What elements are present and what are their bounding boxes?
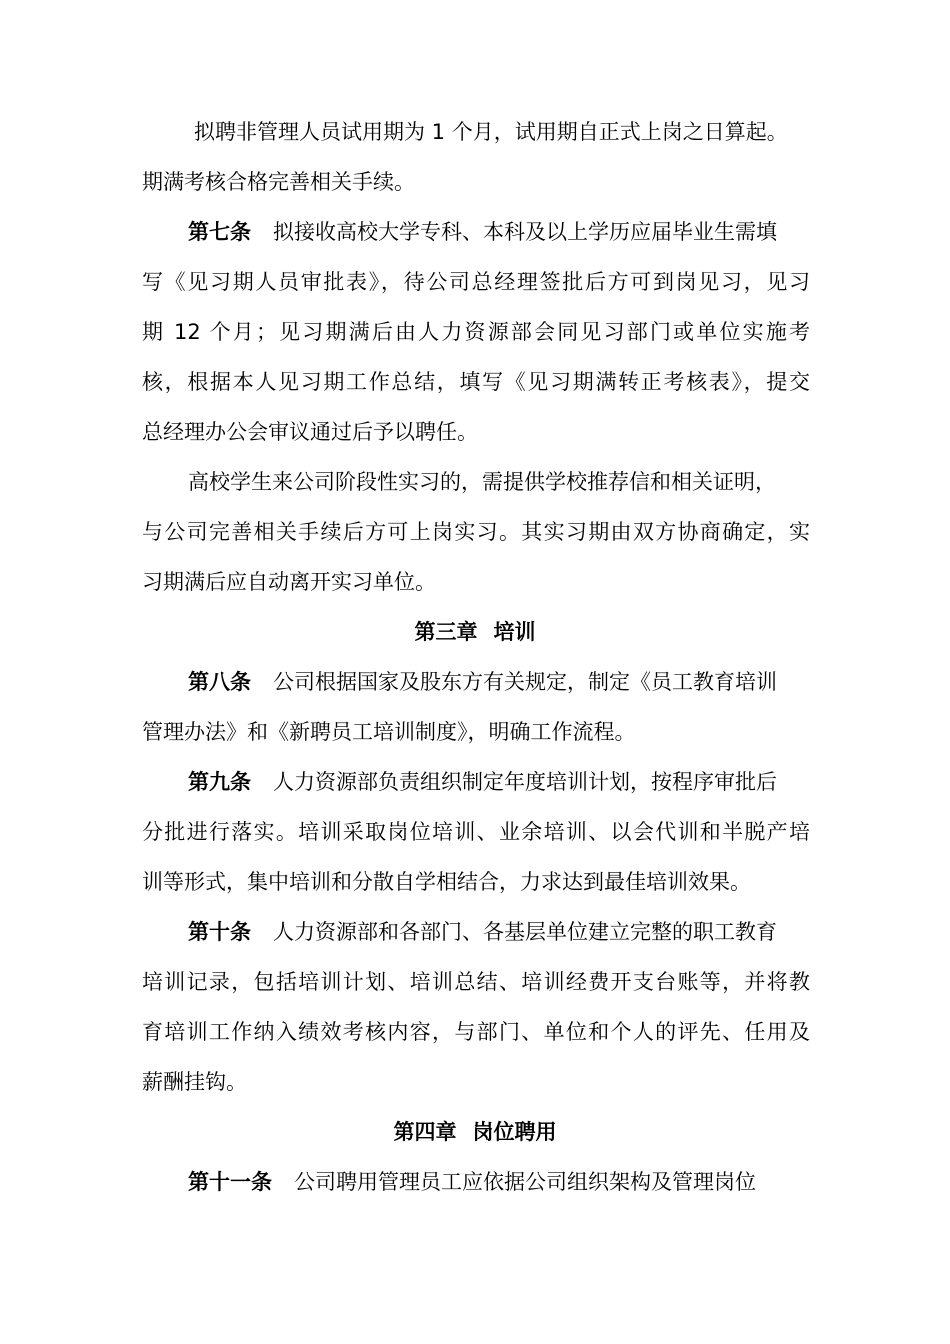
text-line: 薪酬挂钩。 [142, 1070, 247, 1094]
article-label: 第八条 [188, 670, 251, 694]
article-label: 第十条 [188, 920, 251, 944]
text-line: 培训记录，包括培训计划、培训总结、培训经费开支台账等，并将教 [142, 970, 810, 994]
paragraph-line [142, 517, 810, 547]
paragraph-line [142, 267, 810, 297]
chapter-title: 岗位聘用 [472, 1120, 557, 1144]
paragraph-line [142, 367, 810, 397]
chapter-heading [0, 617, 950, 647]
article-label: 第七条 [188, 220, 251, 244]
article-10 [188, 917, 810, 947]
text-line: 公司根据国家及股东方有关规定，制定《员工教育培训 [273, 670, 777, 694]
article-11 [188, 1167, 810, 1197]
text-line: 与公司完善相关手续后方可上岗实习。其实习期由双方协商确定，实 [142, 520, 810, 544]
text-line: 人力资源部和各部门、各基层单位建立完整的职工教育 [273, 920, 777, 944]
text-line: 核，根据本人见习期工作总结，填写《见习期满转正考核表》，提交 [142, 370, 810, 394]
text-line: 育培训工作纳入绩效考核内容，与部门、单位和个人的评先、任用及 [142, 1020, 810, 1044]
paragraph-line [142, 1067, 810, 1097]
article-8 [188, 667, 810, 697]
text-line: 公司聘用管理员工应依据公司组织架构及管理岗位 [294, 1170, 756, 1194]
text-line: 期满考核合格完善相关手续。 [142, 170, 415, 194]
paragraph-line [142, 167, 810, 197]
chapter-number: 第三章 [414, 620, 478, 644]
text-line: 管理办法》和《新聘员工培训制度》，明确工作流程。 [142, 720, 636, 744]
text-line: 写《见习期人员审批表》，待公司总经理签批后方可到岗见习，见习 [142, 270, 810, 294]
paragraph-line [142, 817, 810, 847]
text-line: 训等形式，集中培训和分散自学相结合，力求达到最佳培训效果。 [142, 870, 751, 894]
text-line: 期 12 个月；见习期满后由人力资源部会同见习部门或单位实施考 [142, 320, 810, 344]
paragraph-line [188, 467, 810, 497]
chapter-number: 第四章 [393, 1120, 457, 1144]
text-line: 高校学生来公司阶段性实习的，需提供学校推荐信和相关证明， [188, 470, 776, 494]
paragraph-line [142, 717, 810, 747]
paragraph-line [142, 1017, 810, 1047]
text-line: 习期满后应自动离开实习单位。 [142, 570, 436, 594]
article-9 [188, 767, 810, 797]
paragraph-line [142, 317, 810, 347]
text-line: 总经理办公会审议通过后予以聘任。 [142, 420, 478, 444]
paragraph-line [194, 117, 816, 147]
paragraph-line [142, 967, 810, 997]
paragraph-line [142, 567, 810, 597]
text-line: 拟聘非管理人员试用期为 1 个月，试用期自正式上岗之日算起。 [194, 120, 788, 144]
article-label: 第九条 [188, 770, 251, 794]
paragraph-line [142, 867, 810, 897]
text-line: 分批进行落实。培训采取岗位培训、业余培训、以会代训和半脱产培 [142, 820, 810, 844]
chapter-heading [0, 1117, 950, 1147]
article-7 [188, 217, 810, 247]
chapter-title: 培训 [493, 620, 536, 644]
text-line: 人力资源部负责组织制定年度培训计划，按程序审批后 [273, 770, 777, 794]
paragraph-line [142, 417, 810, 447]
article-label: 第十一条 [188, 1170, 272, 1194]
text-line: 拟接收高校大学专科、本科及以上学历应届毕业生需填 [273, 220, 777, 244]
